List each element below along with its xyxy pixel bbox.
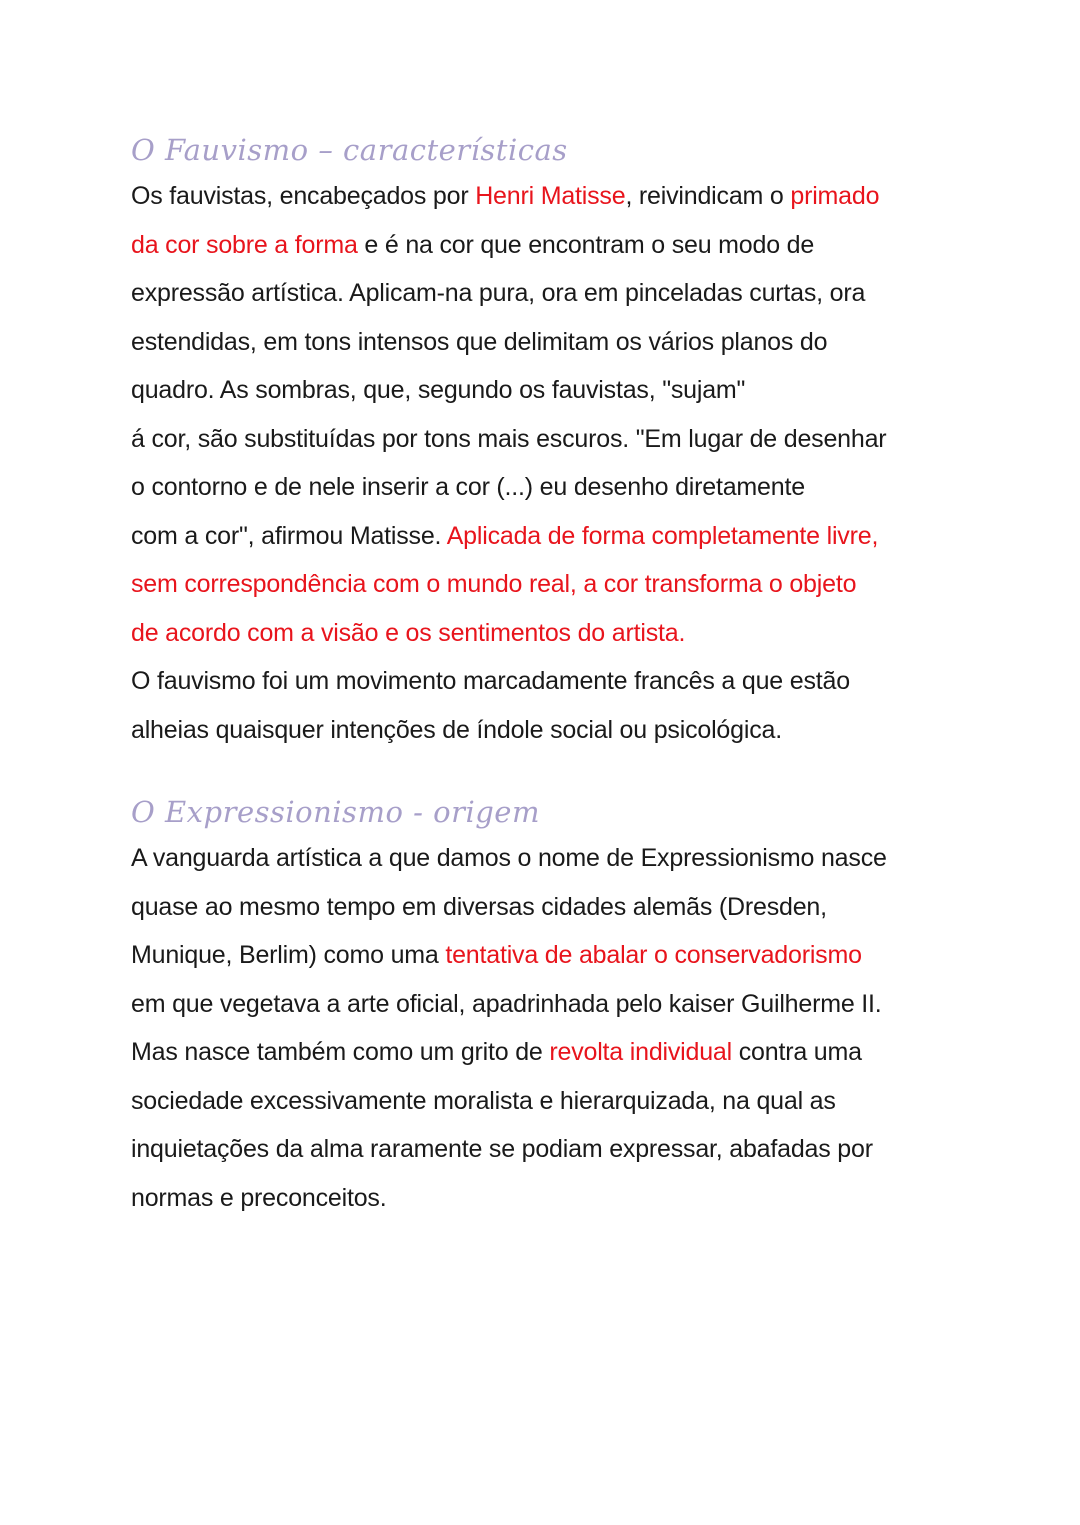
text-line <box>131 463 1011 512</box>
text-line <box>131 366 1011 415</box>
body-text: Os fauvistas, encabeçados por <box>131 182 476 210</box>
section-0 <box>131 128 1011 754</box>
text-line <box>131 931 1011 980</box>
body-text: e é na cor que encontram o seu modo de <box>357 230 815 259</box>
text-line <box>131 172 1011 221</box>
highlighted-text: de acordo com a visão e os sentimentos do artista. <box>131 618 686 647</box>
text-line <box>131 980 1011 1029</box>
body-text: contra uma <box>732 1038 862 1066</box>
text-line <box>131 1174 1011 1223</box>
text-line <box>131 269 1011 318</box>
text-line <box>131 221 1011 270</box>
body-text: em que vegetava a arte oficial, apadrinhada pelo kaiser Guilherme II. <box>131 989 882 1018</box>
body-text: quadro. As sombras, que, segundo os fauvistas, "sujam" <box>131 376 746 404</box>
text-line <box>131 657 1011 706</box>
body-text: o contorno e de nele inserir a cor (...) eu desenho diretamente <box>131 473 805 501</box>
text-line <box>131 834 1011 883</box>
body-text: sociedade excessivamente moralista e hierarquizada, na qual as <box>131 1086 836 1115</box>
section-title: O Fauvismo – características <box>131 133 568 167</box>
body-text: inquietações da alma raramente se podiam expressar, abafadas por <box>131 1135 873 1163</box>
text-line <box>131 415 1011 464</box>
body-text: quase ao mesmo tempo em diversas cidades alemãs (Dresden, <box>131 892 827 921</box>
body-text: expressão artística. Aplicam-na pura, ora em pinceladas curtas, ora <box>131 279 866 307</box>
body-text: normas e preconceitos. <box>131 1183 387 1212</box>
highlighted-text: tentativa de abalar o conservadorismo <box>445 941 862 969</box>
highlighted-text: revolta individual <box>549 1038 732 1066</box>
body-text: Mas nasce também como um grito de <box>131 1038 550 1066</box>
body-text: Munique, Berlim) como uma <box>131 941 446 969</box>
text-line <box>131 512 1011 561</box>
text-line <box>131 706 1011 755</box>
document-page <box>131 128 1011 1258</box>
text-line <box>131 883 1011 932</box>
highlighted-text: sem correspondência com o mundo real, a cor transforma o objeto <box>131 570 857 598</box>
text-line <box>131 560 1011 609</box>
highlighted-text: da cor sobre a forma <box>131 230 358 259</box>
text-line <box>131 1077 1011 1126</box>
body-text: com a cor", afirmou Matisse. <box>131 521 447 550</box>
body-text: alheias quaisquer intenções de índole social ou psicológica. <box>131 715 782 744</box>
text-line <box>131 318 1011 367</box>
highlighted-text: Henri Matisse <box>475 182 626 210</box>
highlighted-text: primado <box>790 182 880 210</box>
body-text: á cor, são substituídas por tons mais escuros. "Em lugar de desenhar <box>131 424 887 453</box>
text-line <box>131 609 1011 658</box>
body-text: O fauvismo foi um movimento marcadamente francês a que estão <box>131 667 850 695</box>
body-text: estendidas, em tons intensos que delimitam os vários planos do <box>131 327 828 356</box>
text-line <box>131 1125 1011 1174</box>
section-title: O Expressionismo - origem <box>131 795 540 829</box>
body-text: , reivindicam o <box>625 182 791 210</box>
body-text: A vanguarda artística a que damos o nome de Expressionismo nasce <box>131 844 887 872</box>
text-line <box>131 1028 1011 1077</box>
section-1 <box>131 790 1011 1222</box>
highlighted-text: Aplicada de forma completamente livre, <box>446 521 879 550</box>
